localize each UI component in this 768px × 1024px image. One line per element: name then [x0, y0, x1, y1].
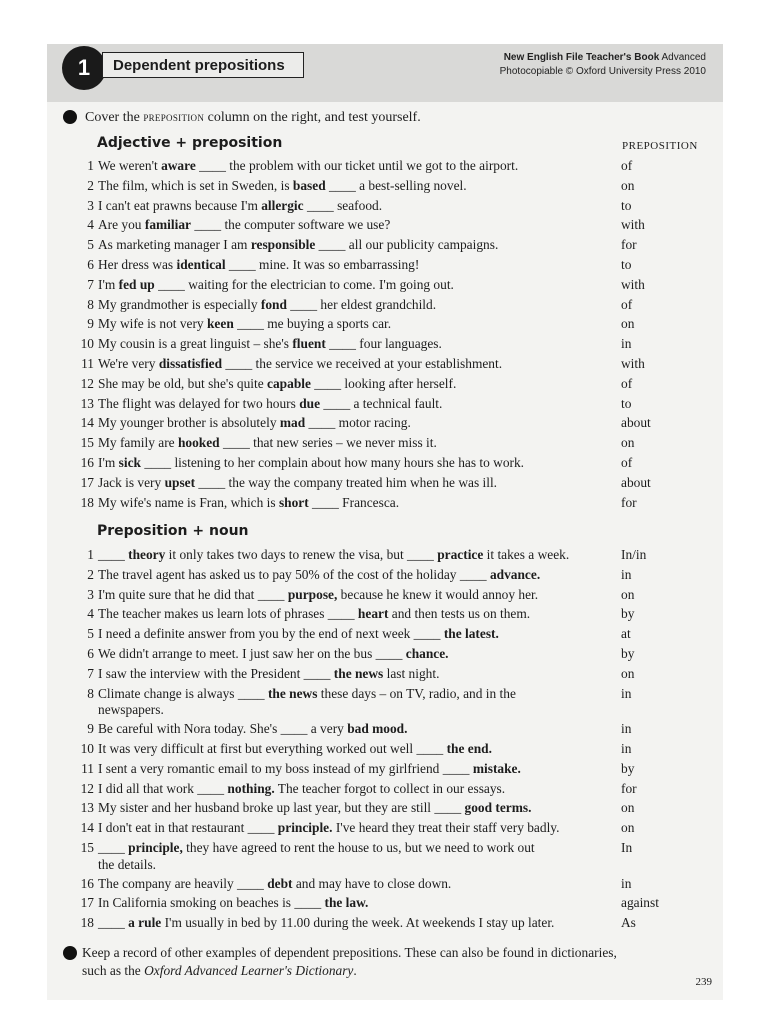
item-sentence: My wife's name is Fran, which is short ____ Francesca.	[98, 494, 400, 510]
item-number: 7	[87, 276, 94, 292]
item-number: 5	[87, 626, 94, 642]
item-answer: about	[621, 415, 651, 431]
item-answer: by	[621, 760, 635, 776]
bullet-icon	[63, 110, 77, 124]
item-number: 18	[80, 915, 94, 931]
item-answer: on	[621, 586, 635, 602]
item-answer: in	[621, 741, 632, 756]
exercise-item	[80, 893, 706, 912]
item-sentence: The flight was delayed for two hours due ____ a technical fault.	[98, 395, 443, 411]
item-number: 13	[80, 395, 94, 411]
item-sentence: Jack is very upset ____ the way the company treated him when he was ill.	[98, 474, 498, 490]
page-number: 239	[695, 976, 712, 988]
exercise-item	[80, 644, 706, 663]
exercise-item	[80, 798, 706, 817]
item-number: 14	[80, 415, 94, 431]
preposition-column-header: PREPOSITION	[622, 140, 698, 152]
item-answer: in	[621, 685, 632, 701]
item-answer: for	[621, 780, 637, 796]
item-continuation	[80, 855, 706, 874]
item-sentence: The travel agent has asked us to pay 50% of the cost of the holiday ____ advance.	[98, 566, 541, 582]
item-number: 17	[80, 474, 94, 490]
item-answer: for	[621, 494, 637, 510]
item-answer: on	[621, 316, 635, 332]
item-answer: at	[621, 626, 631, 642]
unit-title: Dependent prepositions	[102, 52, 304, 78]
item-sentence: We didn't arrange to meet. I just saw her on the bus ____ chance.	[98, 646, 449, 661]
section-title: Adjective + preposition	[97, 135, 283, 151]
item-answer: about	[621, 474, 651, 490]
item-answer: on	[621, 177, 635, 193]
item-sentence: Her dress was identical ____ mine. It was so embarrassing!	[98, 257, 420, 272]
item-sentence: Be careful with Nora today. She's ____ a very bad mood.	[98, 721, 408, 737]
item-sentence: Climate change is always ____ the news these days – on TV, radio, and in the	[98, 685, 516, 701]
exercise-item	[80, 624, 706, 643]
exercise-item	[80, 394, 706, 413]
item-sentence: We're very dissatisfied ____ the service we received at your establishment.	[98, 356, 503, 371]
exercise-item	[80, 374, 706, 393]
item-number: 1	[87, 158, 94, 173]
instruction-post: column on the right, and test yourself.	[204, 110, 421, 125]
item-answer: with	[621, 276, 645, 292]
exercise-item	[80, 473, 706, 492]
section-title: Preposition + noun	[97, 523, 249, 539]
item-sentence: I did all that work ____ nothing. The teacher forgot to collect in our essays.	[98, 780, 506, 796]
item-number: 15	[80, 435, 94, 451]
item-number: 10	[80, 336, 94, 352]
item-number: 11	[81, 356, 94, 371]
item-number: 13	[80, 800, 94, 816]
item-sentence: ____ principle, they have agreed to rent the house to us, but we need to work out	[98, 840, 535, 855]
exercise-item	[80, 604, 706, 623]
item-continuation	[80, 700, 706, 719]
exercise-item	[80, 664, 706, 683]
item-answer: of	[621, 296, 633, 312]
item-sentence: I'm fed up ____ waiting for the electrician to come. I'm going out.	[98, 276, 454, 292]
exercise-item	[80, 156, 706, 175]
item-number: 4	[87, 606, 94, 622]
exercise-item	[80, 413, 706, 432]
item-answer: In/in	[621, 547, 647, 562]
item-number: 1	[87, 547, 94, 562]
item-number: 17	[80, 895, 94, 911]
bullet-icon	[63, 946, 77, 960]
footer-line-1: Keep a record of other examples of dependent prepositions. These can also be found in dictionaries,	[82, 945, 617, 960]
exercise-item	[80, 255, 706, 274]
exercise-item	[80, 565, 706, 584]
item-sentence: We weren't aware ____ the problem with our ticket until we got to the airport.	[98, 158, 519, 173]
item-number: 2	[87, 177, 94, 193]
item-answer: In	[621, 840, 633, 855]
item-answer: of	[621, 375, 633, 391]
item-sentence: I sent a very romantic email to my boss instead of my girlfriend ____ mistake.	[98, 760, 521, 776]
item-answer: in	[621, 721, 632, 737]
exercise-item	[80, 354, 706, 373]
item-sentence: As marketing manager I am responsible ____ all our publicity campaigns.	[98, 237, 499, 253]
item-number: 9	[87, 721, 94, 737]
footer-line-2	[82, 962, 702, 980]
item-number: 4	[87, 217, 94, 233]
item-sentence: My younger brother is absolutely mad ____ motor racing.	[98, 415, 411, 431]
exercise-item	[80, 759, 706, 778]
exercise-item	[80, 314, 706, 333]
item-sentence-continuation: newspapers.	[98, 702, 164, 718]
item-number: 12	[80, 375, 94, 391]
item-answer: in	[621, 336, 632, 352]
item-answer: of	[621, 158, 633, 173]
book-level: Advanced	[661, 52, 706, 63]
item-sentence: My grandmother is especially fond ____ her eldest grandchild.	[98, 296, 437, 312]
item-answer: on	[621, 435, 635, 451]
item-sentence: My sister and her husband broke up last year, but they are still ____ good terms.	[98, 800, 532, 816]
copyright: Photocopiable © Oxford University Press 2010	[499, 66, 706, 77]
exercise-item	[80, 334, 706, 353]
dictionary-title: Oxford Advanced Learner's Dictionary	[144, 963, 354, 978]
item-answer: on	[621, 800, 635, 816]
item-number: 3	[87, 197, 94, 213]
item-answer: on	[621, 820, 635, 836]
item-number: 7	[87, 665, 94, 681]
item-number: 12	[80, 780, 94, 796]
item-sentence: My wife is not very keen ____ me buying a sports car.	[98, 316, 392, 332]
item-number: 6	[87, 646, 94, 661]
exercise-item	[80, 235, 706, 254]
item-number: 11	[81, 760, 94, 776]
instruction	[85, 108, 421, 127]
item-sentence: She may be old, but she's quite capable ____ looking after herself.	[98, 375, 457, 391]
item-answer: of	[621, 455, 633, 470]
item-answer: in	[621, 566, 632, 582]
exercise-item	[80, 779, 706, 798]
unit-number: 1	[62, 46, 106, 90]
item-number: 8	[87, 296, 94, 312]
item-sentence: I'm sick ____ listening to her complain about how many hours she has to work.	[98, 455, 525, 470]
item-sentence-continuation: the details.	[98, 856, 157, 872]
exercise-item	[80, 275, 706, 294]
item-sentence: I don't eat in that restaurant ____ principle. I've heard they treat their staff very badly.	[98, 820, 560, 836]
exercise-item	[80, 176, 706, 195]
item-number: 2	[87, 566, 94, 582]
item-sentence: It was very difficult at first but everything worked out well ____ the end.	[98, 741, 492, 756]
item-number: 15	[80, 840, 94, 855]
item-answer: in	[621, 875, 632, 891]
item-answer: to	[621, 395, 632, 411]
item-answer: As	[621, 915, 636, 931]
footer-line-2-pre: such as the	[82, 963, 145, 978]
exercise-item	[80, 295, 706, 314]
book-credit	[500, 51, 706, 79]
item-sentence: My family are hooked ____ that new series – we never miss it.	[98, 435, 437, 451]
exercise-item	[80, 545, 706, 564]
exercise-item	[80, 453, 706, 472]
item-answer: to	[621, 197, 632, 213]
item-number: 9	[87, 316, 94, 332]
exercise-item	[80, 215, 706, 234]
item-sentence: My cousin is a great linguist – she's fluent ____ four languages.	[98, 336, 442, 352]
item-sentence: I'm quite sure that he did that ____ purpose, because he knew it would annoy her.	[98, 586, 539, 602]
item-number: 14	[80, 820, 94, 836]
exercise-item	[80, 739, 706, 758]
exercise-item	[80, 874, 706, 893]
item-number: 16	[80, 875, 94, 891]
item-sentence: The film, which is set in Sweden, is based ____ a best-selling novel.	[98, 177, 467, 193]
item-number: 18	[80, 494, 94, 510]
item-number: 10	[80, 741, 94, 756]
item-answer: on	[621, 665, 635, 681]
exercise-item	[80, 493, 706, 512]
instruction-keyword: preposition	[143, 109, 205, 124]
item-answer: by	[621, 606, 635, 622]
item-answer: with	[621, 356, 645, 371]
item-sentence: The company are heavily ____ debt and may have to close down.	[98, 875, 452, 891]
item-sentence: In California smoking on beaches is ____ the law.	[98, 895, 369, 911]
exercise-item	[80, 913, 706, 932]
exercise-item	[80, 585, 706, 604]
item-number: 6	[87, 257, 94, 272]
exercise-item	[80, 719, 706, 738]
item-sentence: I can't eat prawns because I'm allergic ____ seafood.	[98, 197, 383, 213]
item-answer: to	[621, 257, 632, 272]
item-sentence: ____ a rule I'm usually in bed by 11.00 during the week. At weekends I stay up later.	[98, 915, 555, 931]
item-answer: for	[621, 237, 637, 253]
item-number: 3	[87, 586, 94, 602]
instruction-pre: Cover the	[85, 110, 144, 125]
footer-note	[82, 944, 702, 980]
item-sentence: I saw the interview with the President ____ the news last night.	[98, 665, 440, 681]
item-number: 5	[87, 237, 94, 253]
item-sentence: I need a definite answer from you by the end of next week ____ the latest.	[98, 626, 499, 642]
book-title: New English File Teacher's Book	[503, 52, 660, 63]
exercise-item	[80, 196, 706, 215]
item-answer: against	[621, 895, 659, 911]
item-sentence: The teacher makes us learn lots of phrases ____ heart and then tests us on them.	[98, 606, 531, 622]
item-answer: with	[621, 217, 645, 233]
exercise-item	[80, 433, 706, 452]
item-sentence: ____ theory it only takes two days to renew the visa, but ____ practice it takes a week.	[98, 547, 570, 562]
item-number: 16	[80, 455, 94, 470]
footer-line-2-post: .	[353, 963, 357, 978]
exercise-item	[80, 818, 706, 837]
item-answer: by	[621, 646, 635, 661]
item-number: 8	[87, 685, 94, 701]
item-sentence: Are you familiar ____ the computer software we use?	[98, 217, 391, 233]
